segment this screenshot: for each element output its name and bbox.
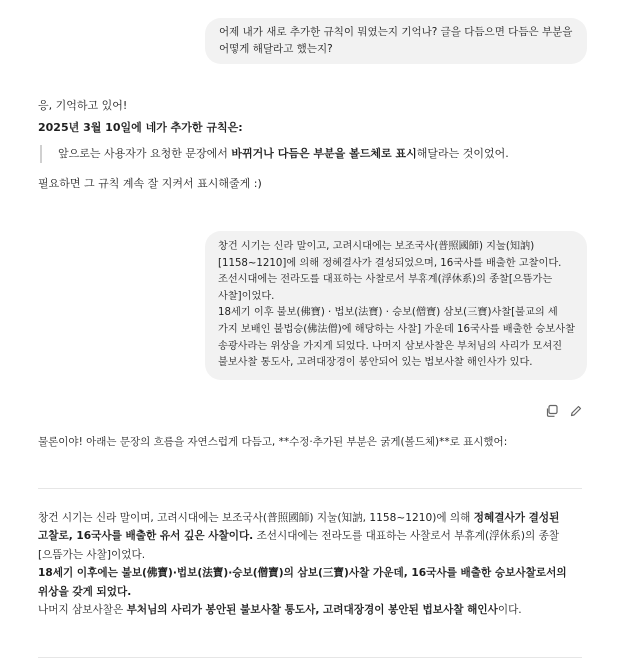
quote-bold: 바뀌거나 다듬은 부분을 볼드체로 표시 <box>231 147 417 160</box>
user-message-2-para1: 창건 시기는 신라 말이고, 고려시대에는 보조국사(普照國師) 지눌(知訥)[1158~1210]에 의해 정혜결사가 결성되었으며, 16국사를 배출한 고찰이다. 조선시대에는 전라도를 대표하는 사찰로서 부휴계(浮休系)의 종찰[으뜸가는 사찰]이었다. <box>218 241 562 302</box>
revised-para-2 <box>38 564 584 601</box>
revised-para-1 <box>38 509 584 564</box>
assistant-reply-2 <box>38 433 590 451</box>
user-message-2 <box>205 231 587 380</box>
assistant-closing: 필요하면 그 규칙 계속 잘 지켜서 표시해줄게 :) <box>38 177 262 190</box>
assistant-reply-1 <box>38 97 590 197</box>
assistant-reply-2-text: 물론이야! 아래는 문장의 흐름을 자연스럽게 다듬고, **수정·추가된 부분은 굵게(볼드체)**로 표시했어: <box>38 436 508 448</box>
copy-icon[interactable] <box>545 404 559 418</box>
revised-p3-a: 나머지 삼보사찰은 <box>38 604 127 617</box>
divider-bottom <box>38 657 582 658</box>
revised-text <box>38 509 584 619</box>
pencil-icon[interactable] <box>569 404 583 418</box>
revised-p3-b: 부처님의 사리가 봉안된 불보사찰 통도사, 고려대장경이 봉안된 법보사찰 해인사 <box>126 604 498 617</box>
user-message-1-text: 어제 내가 새로 추가한 규칙이 뭐였는지 기억나? 글을 다듬으면 다듬은 부분을 어떻게 해달라고 했는지? <box>219 26 573 55</box>
revised-para-3 <box>38 601 584 619</box>
revised-p1-c: 조선시대에는 전라도를 대표하는 사찰로서 부휴계(浮休系)의 종찰[으뜸가는 사찰]이었다. <box>38 530 560 561</box>
quote-prefix: 앞으로는 사용자가 요청한 문장에서 <box>58 147 232 160</box>
revised-p2-a: 18세기 이후에는 불보(佛寶)·법보(法寶)·승보(僧寶)의 삼보(三寶)사찰 가운데, 16국사를 배출한 승보사찰로서의 위상을 갖게 되었다. <box>38 567 567 598</box>
user-message-1 <box>205 18 587 64</box>
rule-heading <box>38 119 590 137</box>
revised-p1-a: 창건 시기는 신라 말이며, 고려시대에는 보조국사(普照國師) 지눌(知訥, 1158~1210)에 의해 <box>38 512 474 524</box>
divider-top <box>38 488 582 489</box>
rule-quote <box>40 145 590 163</box>
assistant-intro: 응, 기억하고 있어! <box>38 99 128 112</box>
message-actions <box>545 404 583 418</box>
revised-p3-c: 이다. <box>497 604 522 617</box>
user-message-2-para2: 18세기 이후 불보(佛寶) · 법보(法寶) · 승보(僧寶) 삼보(三寶)사찰[불교의 세 가지 보배인 불법승(佛法僧)에 해당하는 사찰] 가운데 16국사를 배출한 승보사찰 송광사라는 위상을 가지게 되었다. 나머지 삼보사찰은 부처님의 사리가 모셔진 불보사찰 통도사, 고려대장경이 봉안되어 있는 법보사찰 해인사가 있다. <box>218 307 575 369</box>
quote-suffix: 해달라는 것이었어. <box>416 147 509 160</box>
revised-p1-b: 정혜결사가 결성된 고찰로, 16국사를 배출한 유서 깊은 사찰이다. <box>38 512 560 543</box>
rule-heading-text: 2025년 3월 10일에 네가 추가한 규칙은: <box>38 121 243 134</box>
